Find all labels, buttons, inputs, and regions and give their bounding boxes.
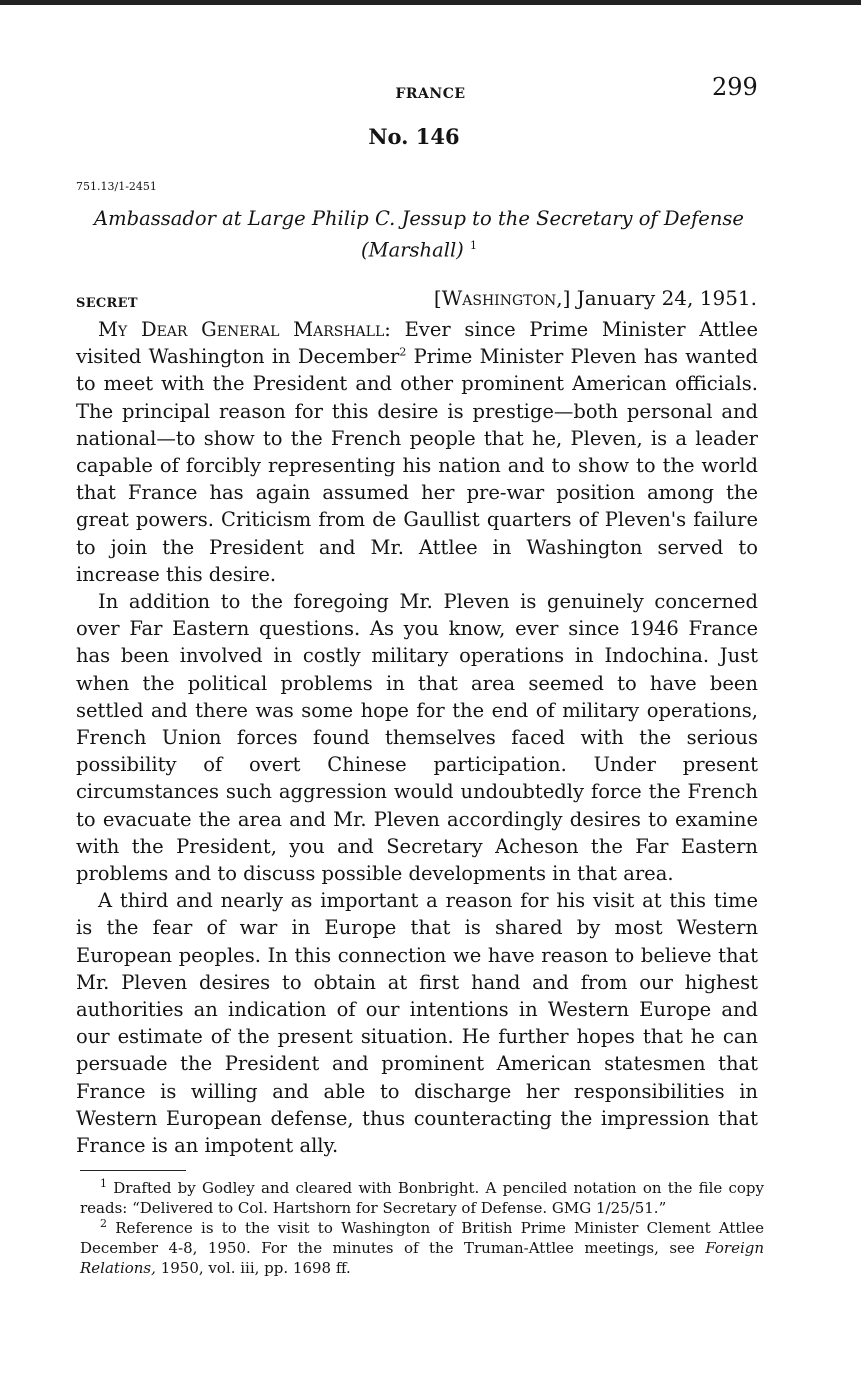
dateline-date: January 24, 1951. xyxy=(576,286,757,310)
running-head: FRANCE xyxy=(395,86,466,102)
footnote-1-marker: 1 xyxy=(100,1177,107,1190)
file-reference: 751.13/1-2451 xyxy=(76,180,157,193)
letter-body xyxy=(76,316,758,1159)
footnote-2-text: Reference is to the visit to Washington of British Prime Minister Clement Attlee December 4-8, 1950. For the minutes of the Truman-Attlee meetings, see xyxy=(80,1219,764,1257)
paragraph-2: In addition to the foregoing Mr. Pleven is genuinely concerned over Far Eastern questions. As you know, ever since 1946 France has been involved in costly military operations in Indochina. Just when the political problems in that area seemed to have been settled and there was some hope for the end of military operations, French Union forces found themselves faced with the serious possibility of overt Chinese participation. Under present circumstances such aggression would undoubtedly force the French to evacuate the area and Mr. Pleven accordingly desires to examine with the President, you and Secretary Acheson the Far Eastern problems and to discuss possible developments in that area. xyxy=(76,590,758,886)
paragraph-3: A third and nearly as important a reason for his visit at this time is the fear of war in Europe that is shared by most Western European peoples. In this connection we have reason to believe that Mr. Pleven desires to obtain at first hand and from our highest authorities an indication of our intentions in Western Europe and our estimate of the present situation. He further hopes that he can persuade the President and prominent American statesmen that France is willing and able to discharge her responsibilities in Western European defense, thus counteracting the impression that France is an impotent ally. xyxy=(76,889,758,1158)
footnote-1 xyxy=(80,1178,764,1218)
paragraph-1-rest: Prime Minister Pleven has wanted to meet with the President and other prominent American officials. The principal reason for this desire is prestige—both personal and national—to show to the French people that he, Pleven, is a leader capable of forcibly representing his nation and to show to the world that France has again assumed her pre-war position among the great powers. Criticism from de Gaullist quarters of Pleven's failure to join the President and Mr. Attlee in Washington served to increase this desire. xyxy=(76,345,759,586)
dateline-place: [Washington,] xyxy=(433,286,571,310)
paragraph-1 xyxy=(76,316,758,588)
salutation: My Dear General Marshall: xyxy=(98,318,391,341)
footnote-2-citation: 1950, vol. iii, pp. 1698 ff. xyxy=(160,1259,351,1277)
footnote-2-source: Foreign Relations, xyxy=(80,1239,765,1277)
footnotes xyxy=(80,1178,764,1278)
dateline xyxy=(434,286,757,310)
page-number: 299 xyxy=(712,73,758,101)
paragraph-1-lead: Ever since Prime Minister Attlee visited Washington in December xyxy=(76,318,759,369)
footnote-2-marker: 2 xyxy=(100,1217,107,1230)
footnote-2 xyxy=(80,1218,764,1278)
footnote-divider xyxy=(80,1170,186,1171)
top-border-rule xyxy=(0,0,861,5)
footnote-1-text: Drafted by Godley and cleared with Bonbright. A penciled notation on the file copy reads: “Delivered to Col. Hartshorn for Secretary of Defense. GMG 1/25/51.” xyxy=(80,1179,764,1217)
document-number: No. 146 xyxy=(368,124,460,149)
document-title xyxy=(78,205,760,264)
classification-marking: SECRET xyxy=(76,296,138,311)
footnote-ref-2: 2 xyxy=(399,345,407,359)
footnote-ref-1: 1 xyxy=(470,239,477,252)
document-title-text: Ambassador at Large Philip C. Jessup to the Secretary of Defense (Marshall) xyxy=(94,207,744,262)
